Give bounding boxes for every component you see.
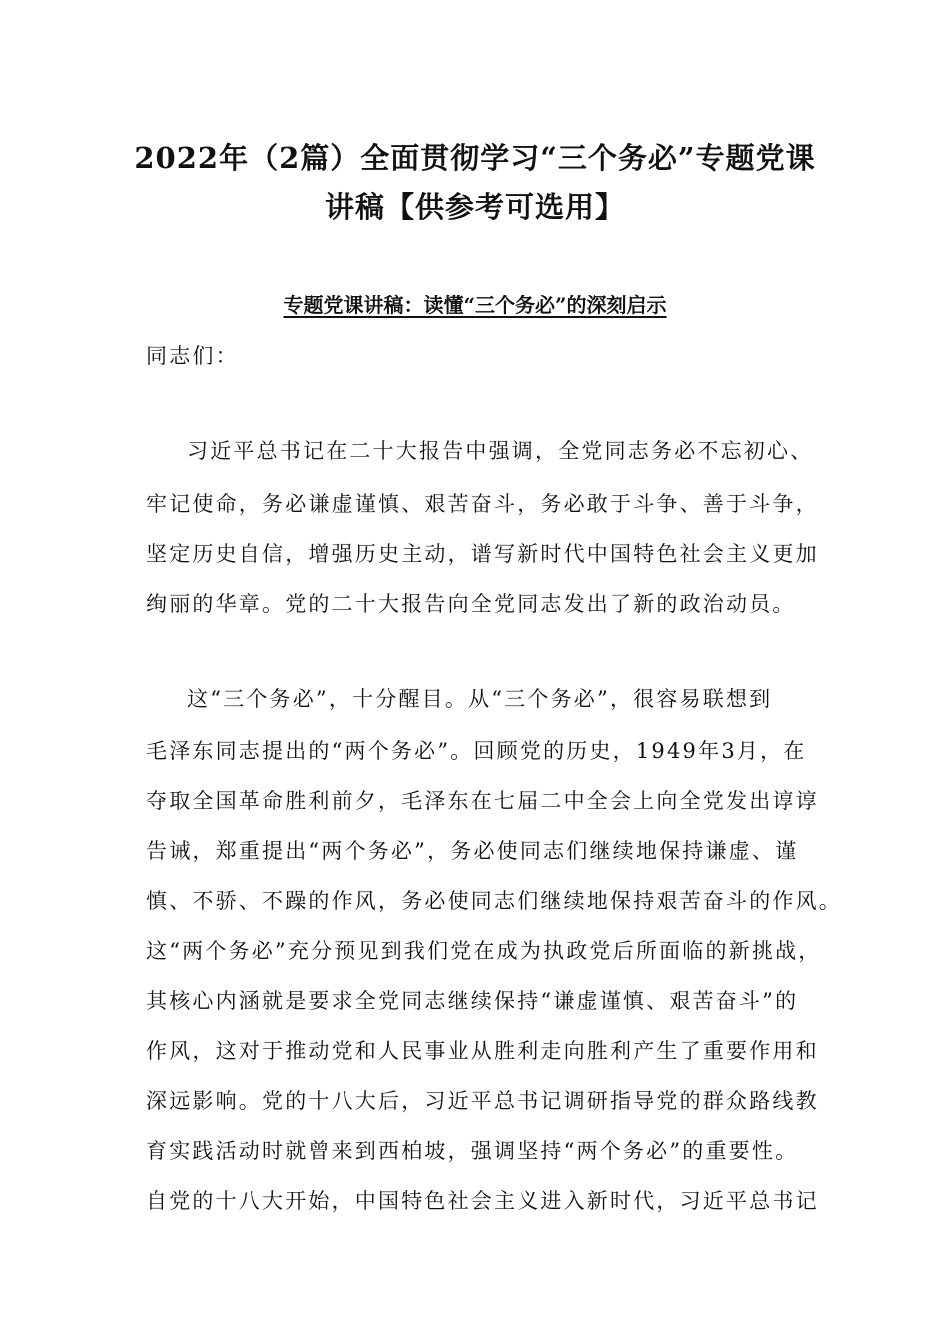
salutation: 同志们：	[146, 344, 239, 368]
paragraph-line: 坚定历史自信，增强历史主动，谱写新时代中国特色社会主义更加	[146, 542, 819, 566]
paragraph-line: 深远影响。党的十八大后，习近平总书记调研指导党的群众路线教	[146, 1089, 819, 1113]
section-heading-text: 专题党课讲稿：读懂“三个务必”的深刻启示	[283, 293, 667, 317]
paragraph-line: 夺取全国革命胜利前夕，毛泽东在七届二中全会上向全党发出谆谆	[146, 789, 819, 813]
paragraph-line: 这“三个务必”，十分醒目。从“三个务必”，很容易联想到	[187, 687, 773, 711]
document-title-line-1: 2022年（2篇）全面贯彻学习“三个务必”专题党课	[134, 141, 816, 175]
paragraph-line: 毛泽东同志提出的“两个务必”。回顾党的历史，1949年3月，在	[146, 739, 807, 763]
paragraph-line: 牢记使命，务必谦虚谨慎、艰苦奋斗，务必敢于斗争、善于斗争，	[146, 492, 819, 516]
paragraph-line: 告诫，郑重提出“两个务必”，务必使同志们继续地保持谦虚、谨	[146, 839, 799, 863]
paragraph-line: 这“两个务必”充分预见到我们党在成为执政党后所面临的新挑战，	[146, 939, 822, 963]
section-heading	[150, 289, 800, 318]
paragraph-line: 作风，这对于推动党和人民事业从胜利走向胜利产生了重要作用和	[146, 1039, 819, 1063]
paragraph-line: 绚丽的华章。党的二十大报告向全党同志发出了新的政治动员。	[146, 592, 796, 616]
paragraph-line: 自党的十八大开始，中国特色社会主义进入新时代，习近平总书记	[146, 1189, 819, 1213]
document-title-line-2: 讲稿【供参考可选用】	[324, 190, 625, 224]
paragraph-line: 慎、不骄、不躁的作风，务必使同志们继续地保持艰苦奋斗的作风。	[146, 889, 842, 913]
paragraph-line: 育实践活动时就曾来到西柏坡，强调坚持“两个务必”的重要性。	[146, 1139, 799, 1163]
paragraph-line: 习近平总书记在二十大报告中强调，全党同志务必不忘初心、	[187, 439, 814, 463]
paragraph-line: 其核心内涵就是要求全党同志继续保持“谦虚谨慎、艰苦奋斗”的	[146, 989, 799, 1013]
